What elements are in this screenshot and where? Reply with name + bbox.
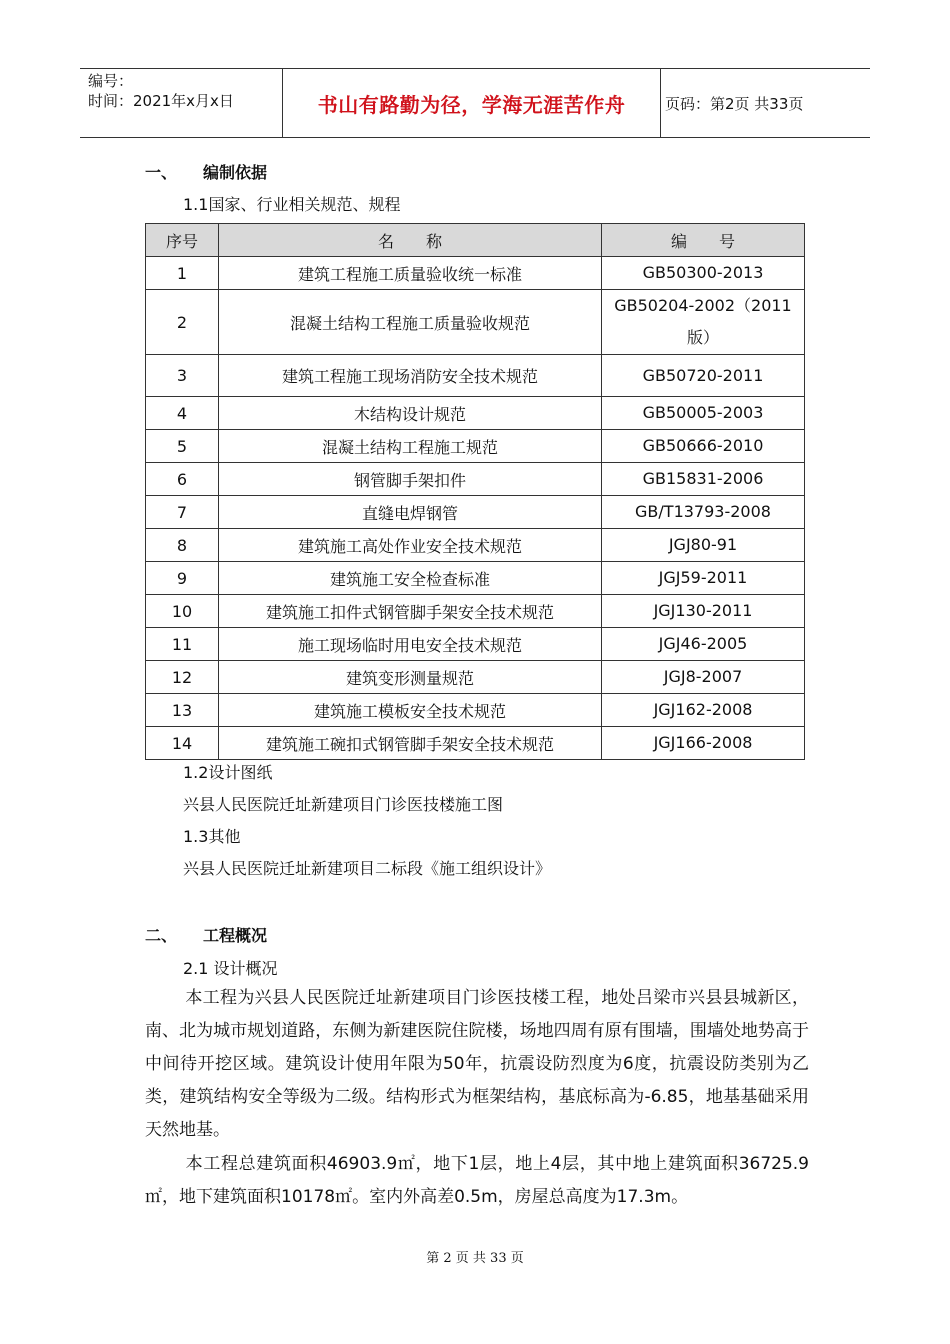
table-cell-idx: 9 (146, 562, 219, 595)
table-cell-code: GB50005-2003 (602, 397, 805, 430)
table-row (146, 595, 805, 628)
table-cell-code: GB50300-2013 (602, 257, 805, 290)
header-motto: 书山有路勤为径，学海无涯苦作舟 (282, 69, 661, 137)
table-cell-idx: 12 (146, 661, 219, 694)
table-cell-name: 建筑施工碗扣式钢管脚手架安全技术规范 (219, 727, 602, 760)
table-row (146, 727, 805, 760)
table-header-name: 名 称 (219, 224, 602, 257)
table-cell-code: GB/T13793-2008 (602, 496, 805, 529)
section2-para1-text: 本工程为兴县人民医院迁址新建项目门诊医技楼工程，地处吕梁市兴县县城新区，南、北为城市规划道路，东侧为新建医院住院楼，场地四周有原有围墙，围墙处地势高于中间待开挖区域。建筑设计使用年限为50年，抗震设防烈度为6度，抗震设防类别为乙类，建筑结构安全等级为二级。结构形式为框架结构，基底标高为-6.85，地基基础采用天然地基。 (145, 988, 809, 1140)
table-cell-code: JGJ46-2005 (602, 628, 805, 661)
section2-heading (145, 923, 267, 946)
header-page-label: 页码：第2页 共33页 (665, 94, 804, 113)
table-header-row (146, 224, 805, 257)
table-cell-code: GB50204-2002（2011版） (602, 290, 805, 355)
table-row (146, 257, 805, 290)
table-cell-name: 直缝电焊钢管 (219, 496, 602, 529)
table-cell-idx: 7 (146, 496, 219, 529)
section1-heading (145, 160, 267, 183)
table-row (146, 355, 805, 397)
header-time-label: 时间：2021年x月x日 (88, 92, 234, 110)
table-cell-idx: 11 (146, 628, 219, 661)
table-cell-idx: 14 (146, 727, 219, 760)
standards-table (145, 223, 805, 760)
table-row (146, 430, 805, 463)
table-cell-code: JGJ59-2011 (602, 562, 805, 595)
table-cell-idx: 4 (146, 397, 219, 430)
section1-sub1: 1.1国家、行业相关规范、规程 (183, 195, 401, 214)
table-cell-name: 建筑工程施工质量验收统一标准 (219, 257, 602, 290)
table-cell-name: 木结构设计规范 (219, 397, 602, 430)
table-cell-code: JGJ166-2008 (602, 727, 805, 760)
table-row (146, 529, 805, 562)
section2-number: 二、 (145, 926, 178, 945)
section2-sub1: 2.1 设计概况 (183, 959, 278, 978)
section1-sub2-text: 兴县人民医院迁址新建项目门诊医技楼施工图 (183, 795, 504, 814)
table-row (146, 562, 805, 595)
table-cell-idx: 5 (146, 430, 219, 463)
table-cell-code: GB50666-2010 (602, 430, 805, 463)
table-cell-name: 钢管脚手架扣件 (219, 463, 602, 496)
table-row (146, 694, 805, 727)
table-row (146, 496, 805, 529)
table-cell-name: 建筑施工扣件式钢管脚手架安全技术规范 (219, 595, 602, 628)
section1-sub2: 1.2设计图纸 (183, 763, 273, 782)
section2-title: 工程概况 (203, 926, 268, 945)
page-header (80, 68, 870, 138)
section1-number: 一、 (145, 163, 178, 182)
section2-paragraph-2 (145, 1148, 809, 1214)
table-cell-name: 建筑工程施工现场消防安全技术规范 (219, 355, 602, 397)
table-cell-name: 混凝土结构工程施工规范 (219, 430, 602, 463)
section1-sub3-text: 兴县人民医院迁址新建项目二标段《施工组织设计》 (183, 859, 552, 878)
header-meta (80, 69, 282, 137)
table-cell-idx: 8 (146, 529, 219, 562)
table-cell-idx: 1 (146, 257, 219, 290)
table-cell-name: 建筑施工高处作业安全技术规范 (219, 529, 602, 562)
header-code-label: 编号： (88, 72, 134, 90)
table-cell-name: 建筑施工安全检查标准 (219, 562, 602, 595)
table-cell-code: JGJ130-2011 (602, 595, 805, 628)
table-row (146, 661, 805, 694)
table-cell-code: JGJ80-91 (602, 529, 805, 562)
table-cell-name: 建筑施工模板安全技术规范 (219, 694, 602, 727)
section2-para2-text: 本工程总建筑面积46903.9㎡，地下1层，地上4层，其中地上建筑面积36725.9㎡，地下建筑面积10178㎡。室内外高差0.5m，房屋总高度为17.3m。 (145, 1154, 809, 1207)
page-footer: 第 2 页 共 33 页 (426, 1251, 524, 1266)
table-row (146, 290, 805, 355)
table-cell-idx: 13 (146, 694, 219, 727)
table-row (146, 463, 805, 496)
table-cell-code: JGJ162-2008 (602, 694, 805, 727)
table-cell-idx: 3 (146, 355, 219, 397)
section2-paragraph-1 (145, 982, 809, 1147)
table-cell-idx: 6 (146, 463, 219, 496)
table-header-idx: 序号 (146, 224, 219, 257)
section1-sub3: 1.3其他 (183, 827, 241, 846)
table-cell-code: JGJ8-2007 (602, 661, 805, 694)
table-row (146, 628, 805, 661)
table-cell-name: 建筑变形测量规范 (219, 661, 602, 694)
table-cell-code: GB50720-2011 (602, 355, 805, 397)
table-header-code: 编 号 (602, 224, 805, 257)
table-cell-name: 混凝土结构工程施工质量验收规范 (219, 290, 602, 355)
table-cell-idx: 2 (146, 290, 219, 355)
table-cell-idx: 10 (146, 595, 219, 628)
table-cell-code: GB15831-2006 (602, 463, 805, 496)
section1-title: 编制依据 (203, 163, 268, 182)
table-cell-name: 施工现场临时用电安全技术规范 (219, 628, 602, 661)
table-row (146, 397, 805, 430)
